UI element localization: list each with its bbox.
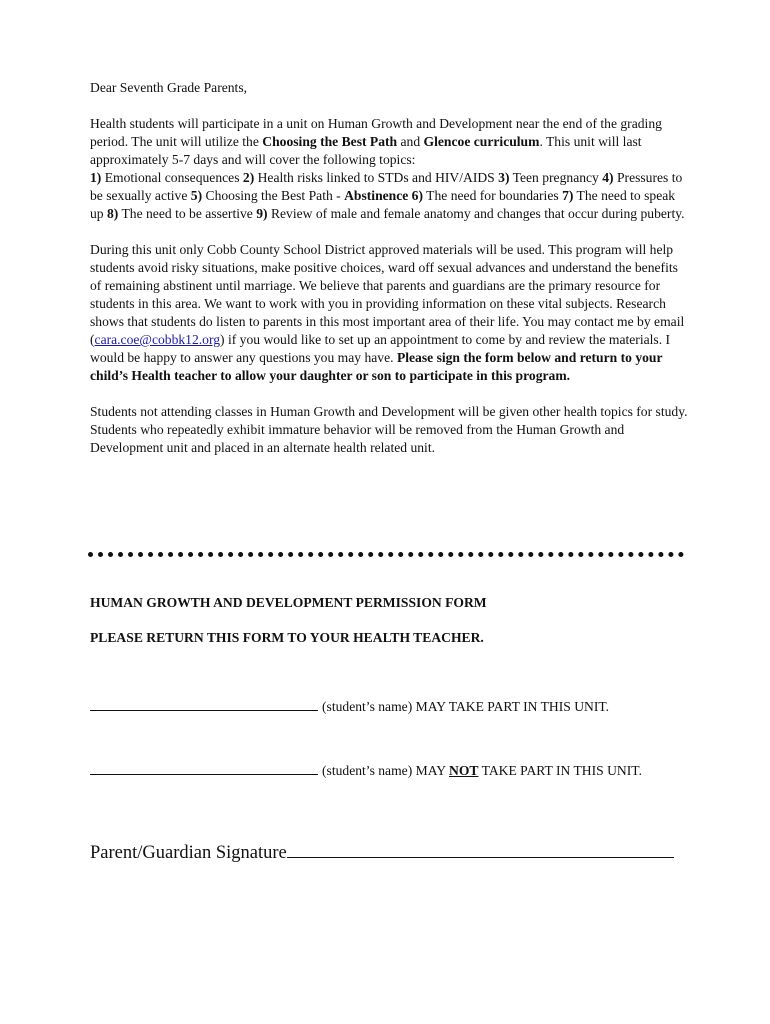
signature-label: Parent/Guardian Signature <box>90 843 287 863</box>
topic-number: 7) <box>562 188 574 203</box>
not-word: NOT <box>449 763 479 778</box>
topic-number: 1) <box>90 170 102 185</box>
paragraph-unit-intro <box>90 115 690 223</box>
paragraph-materials <box>90 241 690 385</box>
topic-text: The need to speak up <box>90 188 676 221</box>
letter-body <box>90 79 690 475</box>
form-title: HUMAN GROWTH AND DEVELOPMENT PERMISSION FORM <box>90 595 487 610</box>
may-not-take-part-row <box>90 762 642 779</box>
materials-text: During this unit only Cobb County School District approved materials will be used. This program will help students avoid risky situations, make positive choices, ward off sexual advances and understand the benefits of remaining abstinent until marriage. We believe that parents and guardians are the primary resource for students in this area. We want to work with you in providing information on these vital subjects. Research shows that students do listen to parents in this most important area of their life. You may contact me by email ( <box>90 242 685 347</box>
materials-text-b: ) if you would like to set up an appointment to come by and review the materials. I would be happy to answer any questions you may have. <box>90 332 671 365</box>
may-not-prefix: (student’s name) MAY <box>322 763 449 778</box>
topic-text: Health risks linked to STDs and HIV/AIDS <box>254 170 499 185</box>
topic-text: Review of male and female anatomy and changes that occur during puberty. <box>267 206 685 221</box>
topic-text: The need to be assertive <box>118 206 257 221</box>
topic-text: Pressures to be sexually active <box>90 170 683 203</box>
curriculum-name-1: Choosing the Best Path <box>262 134 398 149</box>
dotted-separator <box>88 552 684 557</box>
topic-text: The need for boundaries <box>423 188 563 203</box>
greeting: Dear Seventh Grade Parents, <box>90 80 248 95</box>
paragraph-alternate: Students not attending classes in Human Growth and Development will be given other health topics for study. Students who repeatedly exhibit immature behavior will be removed from the Human Growth and Development unit and placed in an alternate health related unit. <box>90 404 688 455</box>
may-take-text: (student’s name) MAY TAKE PART IN THIS UNIT. <box>322 699 610 714</box>
curriculum-name-2: Glencoe curriculum <box>423 134 540 149</box>
may-not-suffix: TAKE PART IN THIS UNIT. <box>478 763 642 778</box>
email-link[interactable]: cara.coe@cobbk12.org <box>94 332 221 347</box>
signature-line[interactable] <box>287 841 674 858</box>
form-return-note: PLEASE RETURN THIS FORM TO YOUR HEALTH TEACHER. <box>90 630 484 645</box>
topic-number: 3) <box>498 170 510 185</box>
intro-text: Health students will participate in a unit on Human Growth and Development near the end of the grading period. The unit will utilize the <box>90 116 662 149</box>
topics-list <box>90 170 685 221</box>
student-name-blank-2[interactable] <box>90 762 318 775</box>
sign-request: Please sign the form below and return to your child’s Health teacher to allow your daughter or son to participate in this program. <box>90 350 663 383</box>
topic-text: Emotional consequences <box>101 170 243 185</box>
topic-number: 8) <box>107 206 119 221</box>
topic-number: Abstinence 6) <box>344 188 424 203</box>
signature-row <box>90 841 674 864</box>
topic-number: 4) <box>602 170 614 185</box>
topic-text: Teen pregnancy <box>509 170 603 185</box>
student-name-blank-1[interactable] <box>90 698 318 711</box>
topic-number: 2) <box>242 170 255 185</box>
intro-text-b: . This unit will last approximately 5-7 days and will cover the following topics: <box>90 134 642 167</box>
topic-number: 9) <box>256 206 268 221</box>
topic-number: 5) <box>190 188 203 203</box>
topic-text: Choosing the Best Path - <box>202 188 345 203</box>
may-take-part-row <box>90 698 609 715</box>
and-word: and <box>397 134 424 149</box>
